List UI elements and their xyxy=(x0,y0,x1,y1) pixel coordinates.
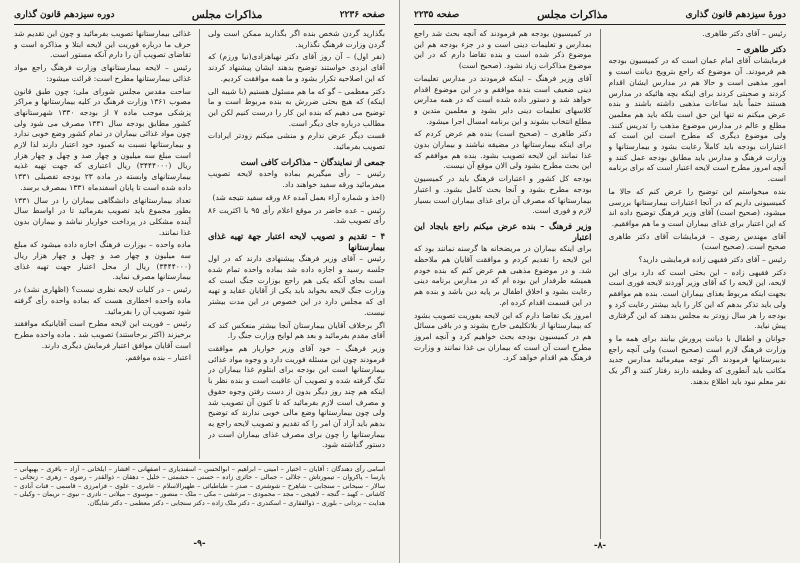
paragraph: آقای وزیر فرهنگ – اینکه فرمودند در مدارس تعلیمات دینی ضعیف است بنده موافقم و در این موضوع اقدام خواهد شد و دستور داده شده است که در همه مدارس کلاسهای تعلیمات دینی دایر بشود و معلمین متدین و مطلع انتخاب بشوند و این برنامه امسال اجرا میشود. xyxy=(414,73,592,126)
right-page xyxy=(400,0,800,563)
paragraph: رئیس – آقای وزیر فرهنگ پیشنهادی دارند که در اول جلسه رسید و اجازه داده شد بماده واحده تمام شده است بجای آنکه یکی هم راجع بوزارت جنگ است که وزارت جنگ لایحه بخوابد باید یکی از آقایان عقاید و تهیه ای که مجلس دارد در این خصوص در این مدت بیشتر نیست. xyxy=(208,254,385,317)
left-page-columns xyxy=(14,29,385,459)
right-header-title: مذاکرات مجلس xyxy=(537,9,608,21)
paragraph: اعتبار – بنده موافقم. xyxy=(125,353,191,363)
paragraph: دکتر فقیهی زاده – این بحثی است که دارد برای این لایحه، این لایحه را که آقای وزیر آوردند لایحه فوری است بجهت اینکه مربوط بغذای بیماران است. بنده هم موافقم ولی باید تذکر بدهم که این کار را باید بیشتر رعایت کرد و بودجه را هر سال زودتر به مجلس بدهند که این گرفتاری پیش نیاید. xyxy=(608,267,786,331)
paragraph: بنده میخواستم این توضیح را عرض کنم که حالا ما کمیسیونی داریم که در آنجا اعتبارات بیمارستانها بررسی میشود، (صحیح است) آقای وزیر فرهنگ توضیح داده اند که این اعتبار برای غذای بیماران است و ما هم موافقیم. xyxy=(608,186,786,228)
paragraph: اگر برخلاف آقایان بیمارستان آنجا بیشتر منعکس کند که آقای مقدم بفرمائید و بعد هم لوایح وزارت جنگ را. xyxy=(208,320,385,341)
paragraph: غذائی بیمارستانها تصویب بفرمائید و چون این تقدیم شد حرف ما درباره فوریت این لایحه ابتلا و مذاکره است و تقاضای تصویب آن را دارم آنکه مستور است. xyxy=(14,29,191,60)
paragraph: رئیس – در کلیات لایحه نظری نیست؟ (اظهاری نشد) در ماده واحده اخطاری هست که بماده واحده رأی گرفته شود تصویب آن را بفرمائید. xyxy=(14,285,191,316)
paragraph: برای اینکه بیماران در مریضخانه ها گرسنه نمانند بود که این لایحه را تقدیم کردم و موافقت آقایان هم ملاحظه شد. و در موضوع مذهبی هم عرض کنم که بنده خودم همیشه طرفدار این بوده ام که در مدارس برنامه دینی رعایت بشود و اخلاق اطفال بر پایه دین باشد و بنده هم در این قسمت اقدام کرده ام. xyxy=(414,244,592,307)
left-header-title: مذاکرات مجلس xyxy=(191,9,263,21)
right-header-series: دورهٔ سیزدهم قانون گذاری xyxy=(685,10,786,20)
paragraph: امروز یک تقاضا دارم که این لایحه بفوریت تصویب بشود که بیمارستانها از بلاتکلیفی خارج بشوند و در باقی مسائل هم در کمیسیون بودجه بحث خواهیم کرد و آنچه امروز مطرح است آن است که بیماران بی غذا نمانند و وزارت فرهنگ هم اقدام خواهد کرد. xyxy=(414,310,592,363)
column-divider xyxy=(600,29,601,539)
left-page-right-column xyxy=(208,29,385,459)
paragraph: قست دیگر عرض ندارم و منشی میکنم زودتر ایرادات تصویب بفرمائید. xyxy=(208,131,385,152)
column-divider xyxy=(199,29,200,459)
paragraph: بودجه کل کشور و اعتبارات فرهنگ باید در کمیسیون بودجه مطرح بشود و آنجا بحث کامل بشود. و اعتبار بیمارستانها که مصرف آن برای غذای بیماران است بسیار لازم و فوری است. xyxy=(414,174,592,216)
paragraph: (نفر اول) – آن روز آقای دکتر نهیاهزادی(نیا ورزم) که آقای ایزدی خواستند توضیح بدهند ایشان پیشنهاد کردند که این اصلاحیه تکرار بشود و ما همه موافقت کردیم. xyxy=(208,52,385,83)
right-page-columns xyxy=(414,29,786,539)
paragraph: جوانان و اطفال با دیانت پرورش بیابند برای همه ما و وزارت فرهنگ لازم است (صحیح است) ولی آنچه راجع بدبیرستانها فرمودند اگر توجه میفرمائید مدارس جدید مکاتب باید آنطوری که وظیفه دارند رفتار کنند و اگر یک نفر معلم نبود باید اطلاع بدهند. xyxy=(608,333,786,386)
left-page-number: -۹- xyxy=(193,539,206,549)
paragraph: رئیس – فوریت این لایحه مطرح است آقایانیکه موافقند برخیزند (اکثر برخاستند) تصویب شد . ماده واحده مطرح است آقایان موافق اعتبار فرمایش دیگری دارند. xyxy=(14,319,191,350)
paragraph: رئیس – رأی میگیریم بماده واحده لایحه تصویب میفرمائید ورقه سفید خواهند داد. xyxy=(208,169,385,190)
paragraph: دکتر معظمی – گو که ما هم مسئول هستیم (با شیبه الی اینکه) که هیچ بحثی ضررش به بنده مربوط است و ما توضیح می دهیم که بنده این کار را درست کنیم لکن این مطالب درباره جای دیگر است. xyxy=(208,86,385,128)
left-page-header xyxy=(14,8,385,25)
paragraph: دکتر طاهری – (صحیح است) بنده هم عرض کردم که برای اینکه بیمارستانها در مضیقه نباشند و بیماران بدون غذا نمانند این لایحه تصویب بشود. بنده هم موافقم که این بحث مطرح بشود ولی الان موقع آن نیست. xyxy=(414,129,592,171)
right-page-number: -۸- xyxy=(593,541,607,551)
paragraph: وزیر فرهنگ – خود آقای وزیر خواربار هم موافقت فرمودند چون این مسئله فوریت دارد و وجوه مواد غذائی بیمارستانها است این بودجه برای ابتلوم غذا بیماران در تنگ گرفته شده و تصویب آن عاقبت است و بنده نظر با اینکه هم چند روز دیگر بدون از دست رفتن وجوه حقوق و مصرف است لازم بفرمائید که تا کنون آن تصویب شد ولی چون بیمارستانها وضع مالی خوبی ندارند که توضیح بدهم باید آزاد آن امر را که تقدیم و تصویب لایحه راجع به بیمارستانها را چون برای مصرف غذای بیماران است در دستور گذاشته شود. xyxy=(208,343,385,450)
left-page-footnote: اسامی رأی دهندگان : آقایان – اختیار – امینی – ابراهیم – ابوالحسن – اسفندیاری – اصفهانی – افشار – ایلخانی – آزاد – باقری – بهبهانی – پارسا – پاکروان – تیمورتاش – جلالی – جمالی – حائری زاده – حسنی – حشمتی – خلیل – دهقان – ذوالقدر – رضوی – زهری – زنجانی – سالار – سبحانی – سنجابی – شاهرخ – شوشتری – صدر – طباطبائی – ظهیرالاسلام – عامری – علوی – فرامرزی – قاسمی – قنات آبادی – کاشانی – کهبد – گنجه – لاهیجی – مجد – محمودی – مرعشی – مکی – ملک – منصور – موسوی – میلانی – نادری – نبوی – نریمان – وکیلی – هدایت – یزدانی – بلوری – ذوالفقاری – اسکندری – دکتر ملک زاده – دکتر سنجابی – دکتر معظمی – دکتر شایگان. xyxy=(14,465,385,507)
right-page-left-column xyxy=(414,29,592,539)
section-heading: وزیر فرهنگ – بنده عرض میکنم راجع بایجاد این اعتبار xyxy=(414,220,592,242)
footnote-divider xyxy=(14,462,385,463)
paragraph: رئیس – عده حاضر در موقع اعلام رأی ۹۵ با اکثریت ۸۶ رأی تصویب شد. xyxy=(208,205,385,226)
section-heading: ۴ – تقدیم و تصویب لایحه اعتبار جهة تهیه غذای بیمارستانها xyxy=(208,230,385,252)
paragraph: آقای مهندس رضوی – فرمایشات آقای دکتر طاهری صحیح است. (صحیح است) xyxy=(608,231,786,252)
paragraph: رئیس – لایحه بیمارستانهای وزارت فرهنگ راجع مواد غذائی بیمارستانها مطرح است: قرائت میشود: xyxy=(14,63,191,83)
right-page-label: صفحه ۲۲۳۵ xyxy=(414,10,460,20)
paragraph: ماده واحده – بوزارت فرهنگ اجازه داده میشود که مبلغ سه میلیون و چهار صد و چهل و چهار هزار ریال (۳۴۴۴۰۰۰) ریال از محل اعتبار جهت تهیه غذای بیمارستانها مصرف نماید. xyxy=(14,240,191,282)
paragraph: ساحت مقدس مجلس شورای ملی: چون طبق قانون مصوب ۱۳۶۱ وزارت فرهنگ در کلیه بیمارستانها و مراکز پزشکی موجب ماده ۷ از بودجه ۱۳۳۰ شهرستانهای کشور مطابق بودجه سال ۱۳۳۱ مصرف می شود ولی چون مواد غذائی بیماران در تمام کشور وضع خوبی ندارد و بیمارستانها نسبت به کمبود خود اعتبار دارند لذا لازم است مبلغ سه میلیون و چهار صد و چهل و چهار هزار ریال (۳۴۴۴۰۰۰) ریال اعتباری که جهت تهیه غذیه بیمارستانهای وابسته در ماده ۲۳ بودجه تفصیلی ۱۳۳۱ داده شده است تا پایان اسفندماه ۱۳۳۱ بمصرف برسد. xyxy=(14,86,191,192)
right-page-right-column xyxy=(609,29,787,539)
paragraph: رئیس – آقای دکتر فقیهی زاده فرمایشی دارید؟ xyxy=(638,255,786,265)
paragraph: تعداد بیمارستانهای دانشگاهی بیماران را در سال ۱۳۳۱ بطور مجموع باید تصویب بفرمائید تا در اواسط سال آینده مشکلی در پرداخت خواربار نباشد و بیماران بدون غذا نمانند. xyxy=(14,195,191,237)
left-header-series: دوره سیزدهم قانون گذاری xyxy=(14,10,115,20)
paragraph: بگذارید گردن شخص بنده اگر بگذارید ممکن است ولی گردن وزارت فرهنگ نگذارید. xyxy=(208,29,385,49)
section-heading: جمعی از نمایندگان – مذاکرات کافی است xyxy=(240,156,385,167)
section-heading: دکتر طاهری – xyxy=(736,43,786,54)
paragraph: در کمیسیون بودجه هم فرمودند که آنچه بحث شد راجع بمدارس و تعلیمات دینی است و در جزء بودجه هم این موضوع ذکر شده است و بنده تقاضا دارم که در این موضوع مذاکرات زیاد نشود. (صحیح است) xyxy=(414,29,592,71)
left-page-left-column xyxy=(14,29,191,459)
paragraph: رئیس – آقای دکتر طاهری. xyxy=(702,29,786,38)
left-page-label: صفحه ۲۲۳۶ xyxy=(339,10,385,20)
paragraph: (اخذ و شماره آراء بعمل آمده ۸۶ ورقه سفید نتیجه شد) xyxy=(212,192,385,202)
right-page-header xyxy=(414,8,786,25)
paragraph: فرمایشات آقای امام عمان است که در کمیسیون بودجه هم فرمودند. آن موضوع که راجع بترویج دیانت است و امور مذهبی است و حالا هم در مدارس ایشان اقدام کردند و صحبتی کردند برای اینکه بچه هائیکه در مدارس هستند حتماً باید ساعات مذهبی داشته باشند و بنده عرض میکنم نه تنها این حق است بلکه باید هم معلمین مطلع و عالم در مدارس موضوع مذهب را تدریس کنند. ولی موضوع دیگری که مطرح است این است که اعتبارات بودجه باید کاملاً رعایت بشود و بیمارستانها و وزارت فرهنگ و مدارس باید مطابق بودجه عمل کنند و آنچه امروز مطرح است لایحه اعتبار است که برای برنامه است. xyxy=(608,56,786,184)
